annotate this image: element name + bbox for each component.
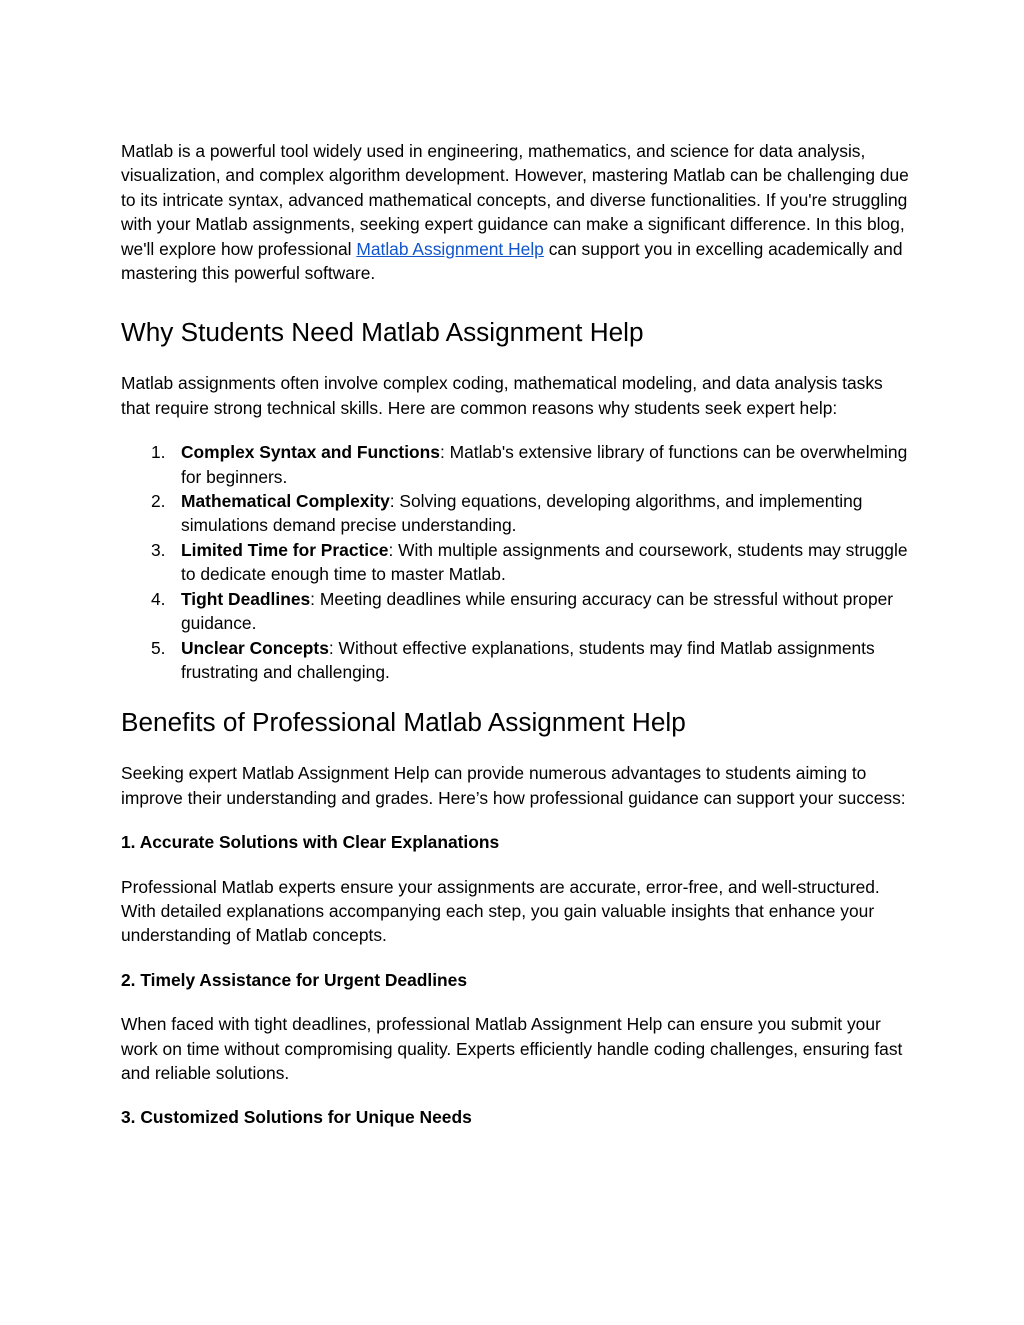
- matlab-assignment-help-link[interactable]: Matlab Assignment Help: [356, 238, 544, 259]
- subsection-paragraph-accurate-solutions: Professional Matlab experts ensure your assignments are accurate, error-free, and well-structured. With detailed explanations accompanying each step, you gain valuable insights that enhance your understanding of Matlab concepts.: [121, 876, 880, 946]
- list-item-text: : Without effective explanations, students may find Matlab assignments frustrating and challenging.: [181, 637, 875, 682]
- list-item: [121, 538, 911, 587]
- list-item-number: 3.: [151, 539, 166, 560]
- list-item-title: Limited Time for Practice: [181, 539, 389, 560]
- list-item-title: Tight Deadlines: [181, 588, 311, 609]
- list-item-title: Mathematical Complexity: [181, 491, 390, 512]
- section-paragraph-why-students: Matlab assignments often involve complex coding, mathematical modeling, and data analysis tasks that require strong technical skills. Here are common reasons why students seek expert help:: [121, 373, 883, 418]
- intro-paragraph: [121, 139, 911, 285]
- section-paragraph-benefits: Seeking expert Matlab Assignment Help can provide numerous advantages to students aiming to improve their understanding and grades. Here’s how professional guidance can support your success:: [121, 763, 906, 808]
- list-item: [121, 587, 911, 636]
- subsection-heading-customized-solutions: 3. Customized Solutions for Unique Needs: [121, 1107, 472, 1128]
- list-item-number: 5.: [151, 637, 166, 658]
- list-item-text: : With multiple assignments and coursework, students may struggle to dedicate enough time to master Matlab.: [181, 539, 908, 585]
- subsection-paragraph-timely-assistance: When faced with tight deadlines, professional Matlab Assignment Help can ensure you submit your work on time without compromising quality. Experts efficiently handle coding challenges, ensuring fast and reliable solutions.: [121, 1014, 903, 1083]
- list-item-number: 1.: [151, 442, 166, 463]
- list-item-title: Unclear Concepts: [181, 637, 329, 658]
- document-page: [121, 139, 911, 1150]
- section-heading-benefits: Benefits of Professional Matlab Assignment Help: [121, 707, 686, 738]
- list-item: [121, 489, 911, 538]
- reasons-list: [121, 440, 911, 684]
- list-item-text: : Solving equations, developing algorithms, and implementing simulations demand precise understanding.: [181, 491, 863, 536]
- subsection-heading-timely-assistance: 2. Timely Assistance for Urgent Deadlines: [121, 969, 468, 990]
- list-item-title: Complex Syntax and Functions: [181, 442, 440, 463]
- list-item-text: : Meeting deadlines while ensuring accuracy can be stressful without proper guidance.: [181, 588, 894, 634]
- list-item: [121, 636, 911, 685]
- subsection-heading-accurate-solutions: 1. Accurate Solutions with Clear Explanations: [121, 832, 500, 853]
- list-item-number: 4.: [151, 588, 166, 609]
- list-item-text: : Matlab's extensive library of functions can be overwhelming for beginners.: [181, 442, 908, 487]
- list-item: [121, 440, 911, 489]
- intro-text-after-link: can support you in excelling academically and mastering this powerful software.: [121, 238, 903, 284]
- list-item-number: 2.: [151, 491, 166, 512]
- section-heading-why-students: Why Students Need Matlab Assignment Help: [121, 317, 644, 348]
- intro-text-before-link: Matlab is a powerful tool widely used in engineering, mathematics, and science for data analysis, visualization, and complex algorithm development. However, mastering Matlab can be challenging due to its intricate syntax, advanced mathematical concepts, and diverse functionalities. If you're struggling with your Matlab assignments, seeking expert guidance can make a significant difference. In this blog, we'll explore how professional: [121, 141, 909, 259]
